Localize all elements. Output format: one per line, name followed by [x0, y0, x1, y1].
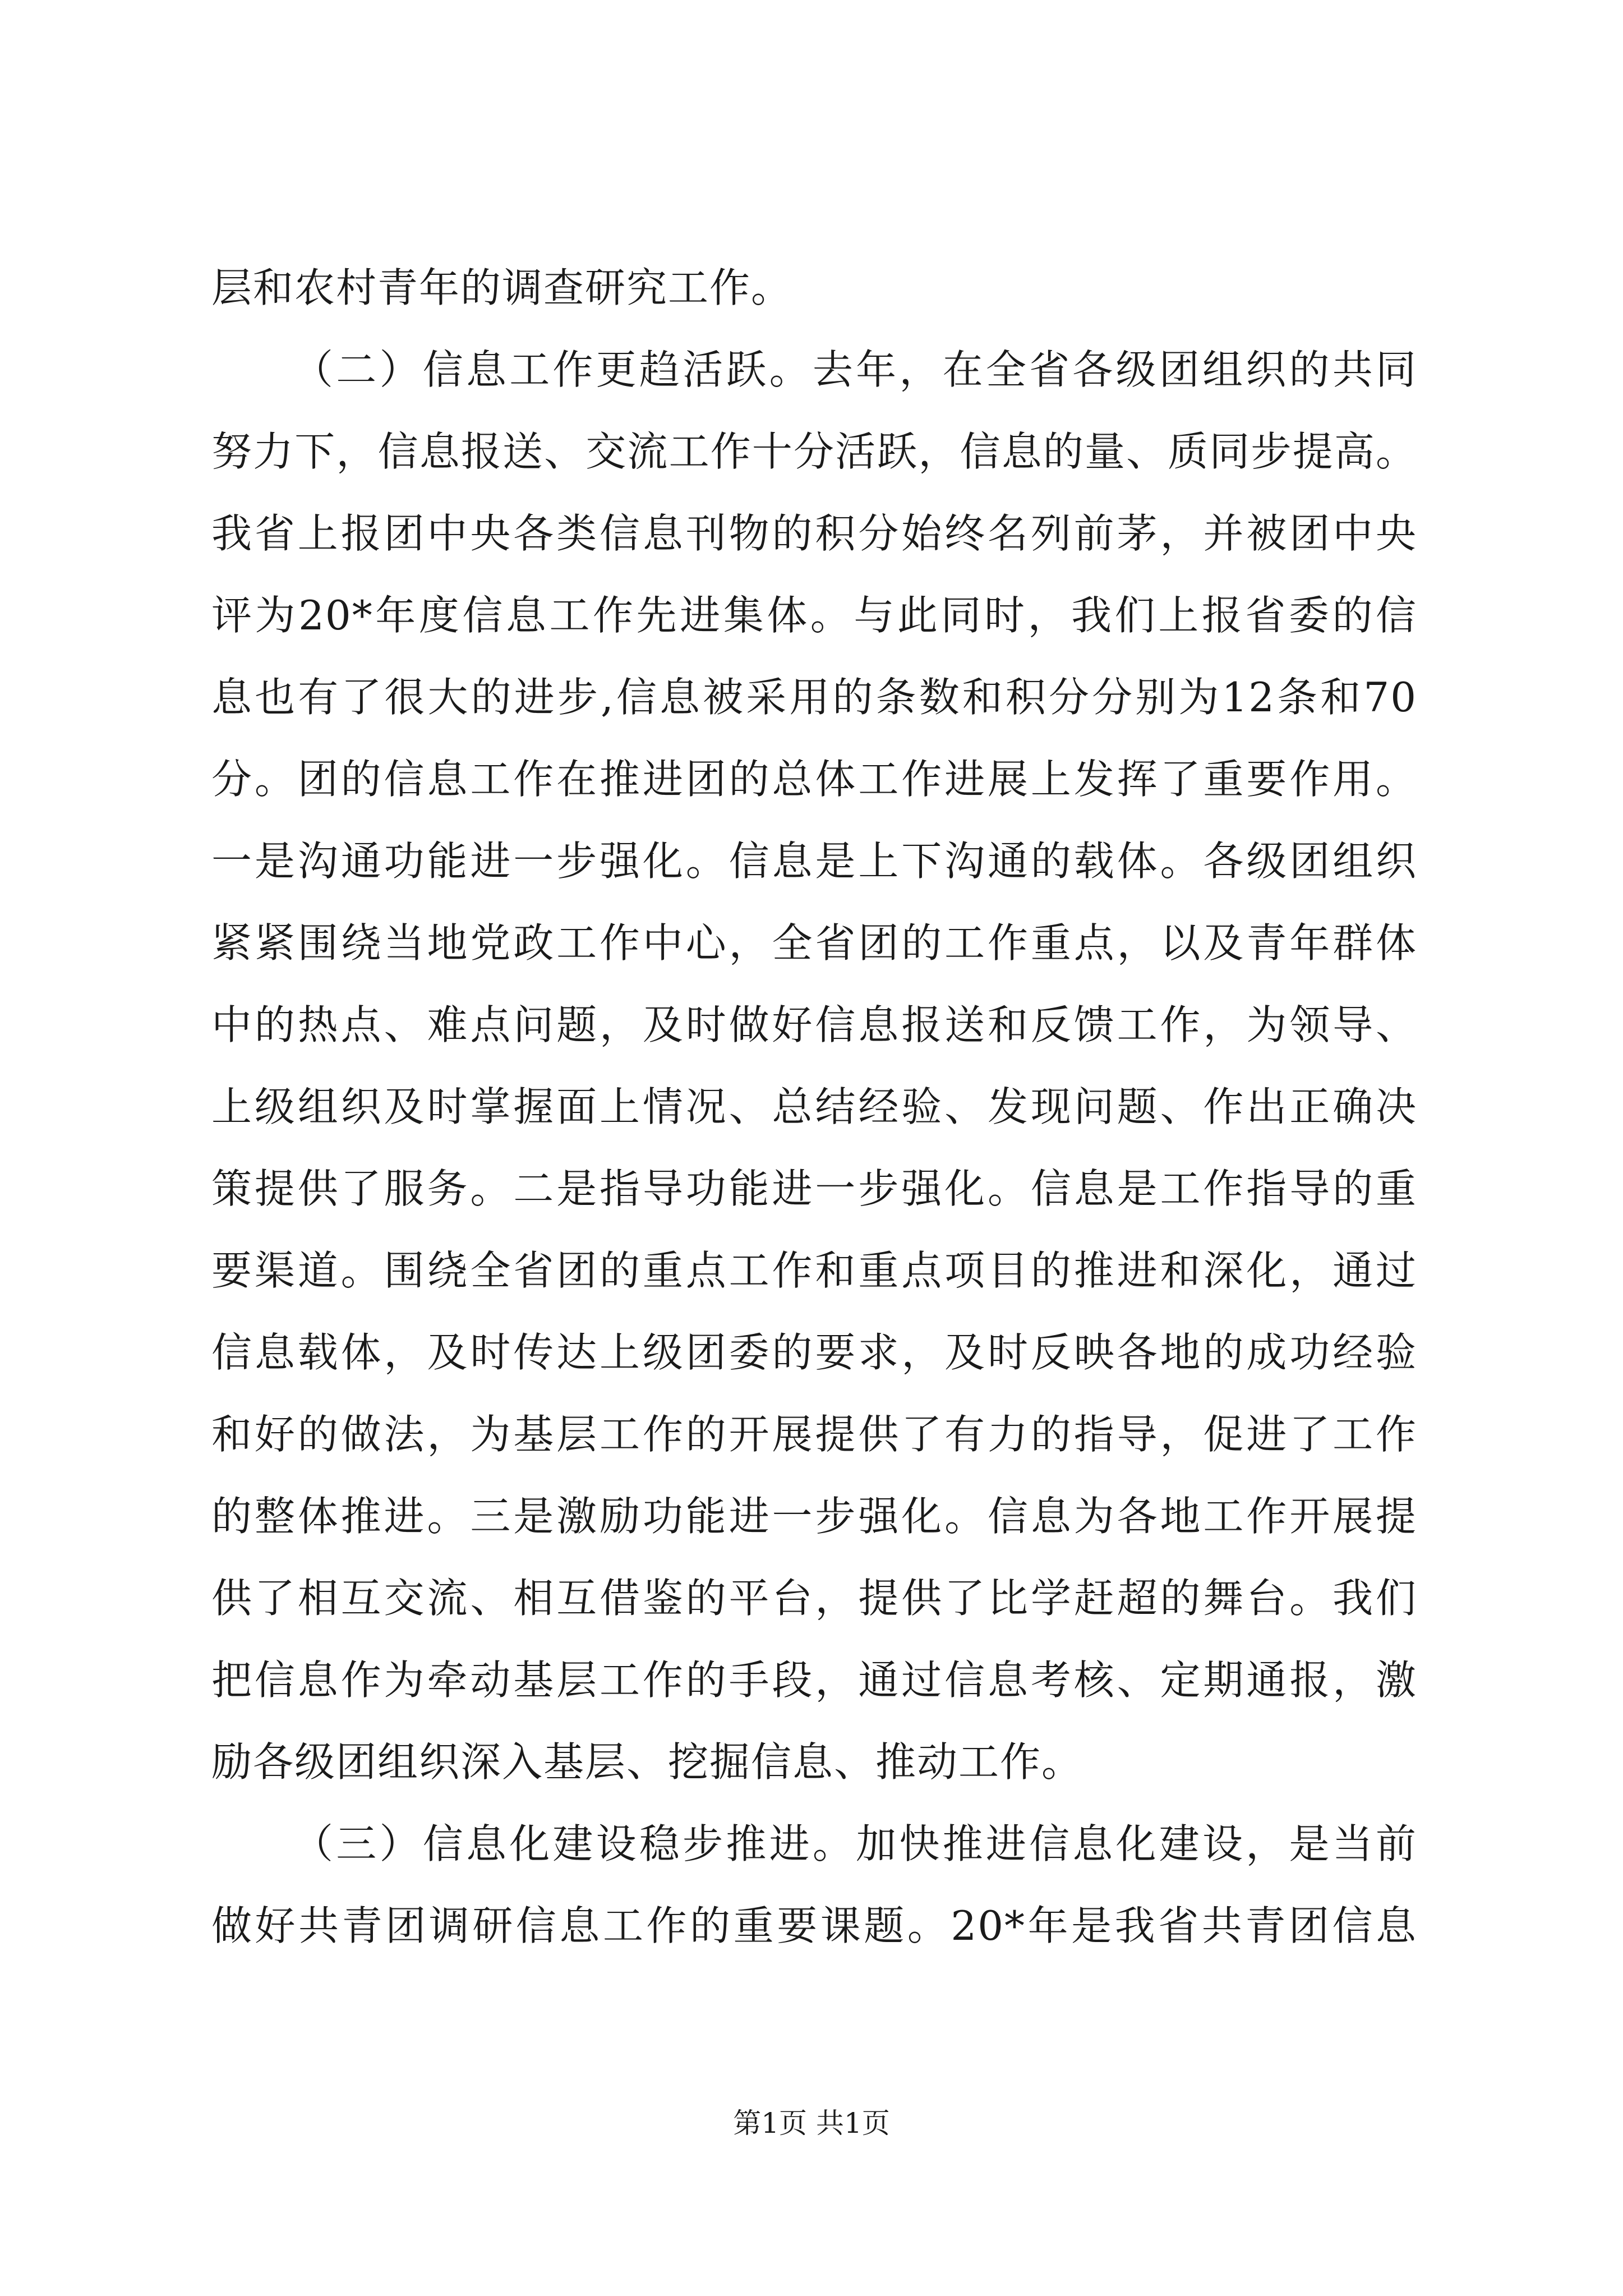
text-line: 和好的做法，为基层工作的开展提供了有力的指导，促进了工作 [211, 1411, 1417, 1458]
text-line: 上级组织及时掌握面上情况、总结经验、发现问题、作出正确决 [211, 1083, 1417, 1130]
text-line: 的整体推进。三是激励功能进一步强化。信息为各地工作开展提 [211, 1493, 1417, 1540]
text-line: 励各级团组织深入基层、挖掘信息、推动工作。 [211, 1738, 1083, 1786]
paragraph-start-line: （二）信息工作更趋活跃。去年，在全省各级团组织的共同 [293, 346, 1417, 393]
text-line: 分。团的信息工作在推进团的总体工作进展上发挥了重要作用。 [211, 756, 1417, 803]
paragraph-start-line: （三）信息化建设稳步推进。加快推进信息化建设，是当前 [293, 1820, 1417, 1867]
text-line: 努力下，信息报送、交流工作十分活跃，信息的量、质同步提高。 [211, 428, 1417, 475]
text-line: 评为20*年度信息工作先进集体。与此同时，我们上报省委的信 [211, 592, 1417, 639]
text-line: 紧紧围绕当地党政工作中心，全省团的工作重点，以及青年群体 [211, 919, 1417, 967]
document-body [211, 247, 1417, 1967]
text-line: 把信息作为牵动基层工作的手段，通过信息考核、定期通报，激 [211, 1657, 1417, 1704]
text-line: 做好共青团调研信息工作的重要课题。20*年是我省共青团信息 [211, 1902, 1417, 1949]
text-line: 要渠道。围绕全省团的重点工作和重点项目的推进和深化，通过 [211, 1247, 1417, 1294]
page-number-label: 第1页 共1页 [733, 2107, 890, 2139]
text-line: 信息载体，及时传达上级团委的要求，及时反映各地的成功经验 [211, 1329, 1417, 1376]
text-line: 供了相互交流、相互借鉴的平台，提供了比学赶超的舞台。我们 [211, 1575, 1417, 1622]
text-line: 中的热点、难点问题，及时做好信息报送和反馈工作，为领导、 [211, 1001, 1417, 1048]
text-line: 一是沟通功能进一步强化。信息是上下沟通的载体。各级团组织 [211, 838, 1417, 885]
text-line: 息也有了很大的进步,信息被采用的条数和积分分别为12条和70 [211, 674, 1417, 721]
text-line: 策提供了服务。二是指导功能进一步强化。信息是工作指导的重 [211, 1165, 1417, 1212]
page-footer [0, 2104, 1623, 2143]
text-line: 层和农村青年的调查研究工作。 [211, 264, 793, 311]
text-line: 我省上报团中央各类信息刊物的积分始终名列前茅，并被团中央 [211, 510, 1417, 557]
